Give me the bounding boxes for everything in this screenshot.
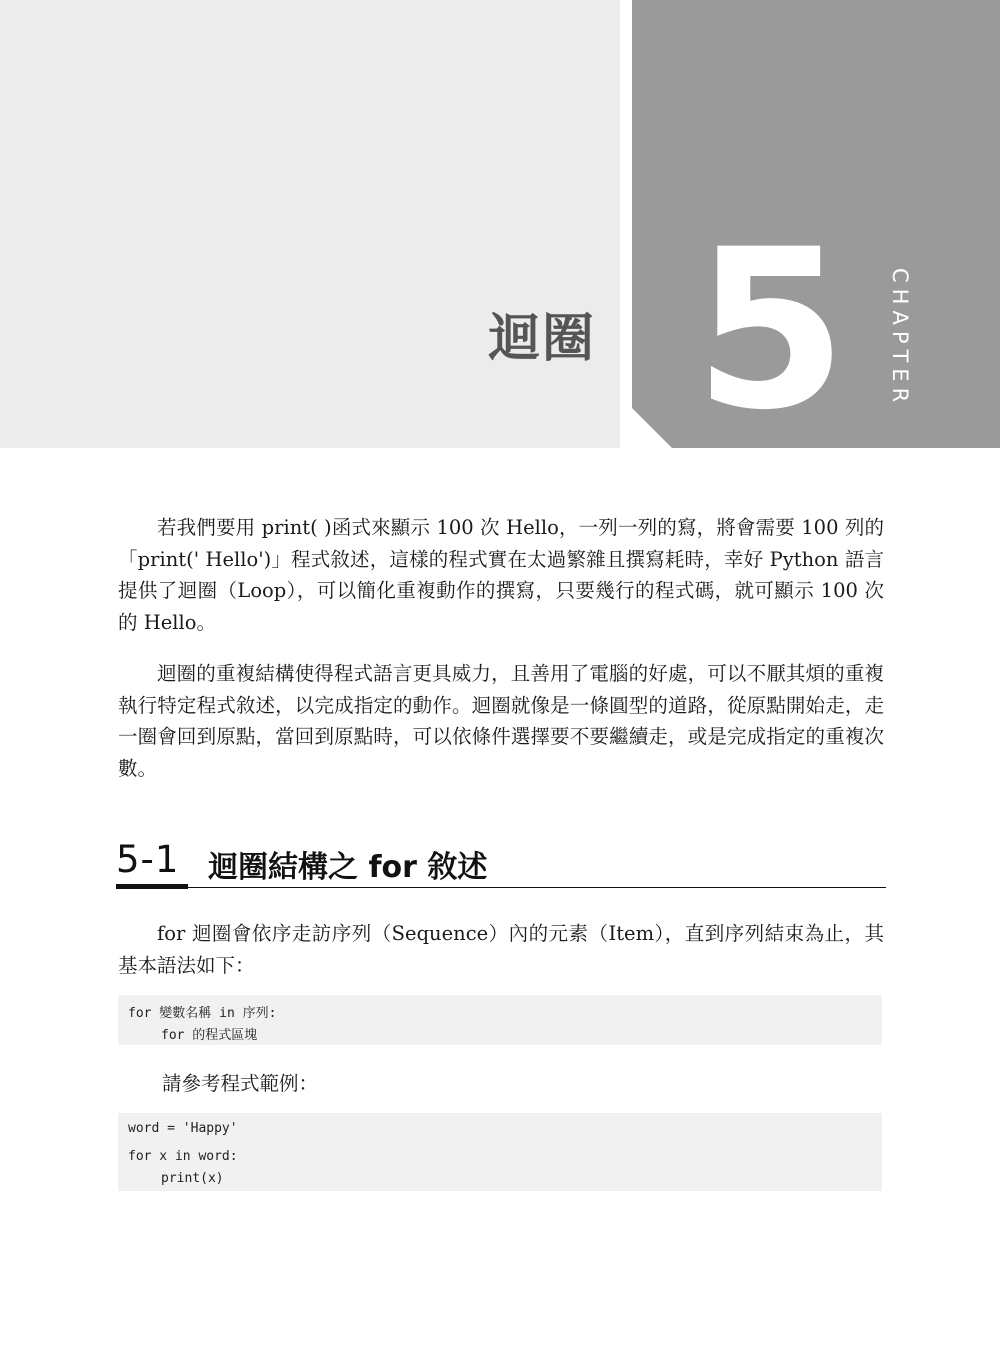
example-code-block (118, 1113, 882, 1191)
section-underline-rule (188, 887, 886, 888)
section-title: 迴圈結構之 for 敘述 (208, 850, 488, 885)
code-line: word = 'Happy' (128, 1121, 238, 1136)
intro-paragraph-2: 迴圈的重複結構使得程式語言更具威力，且善用了電腦的好處，可以不厭其煩的重複執行特定程式敘述，以完成指定的動作。迴圈就像是一條圓型的道路，從原點開始走，走一圈會回到原點，當回到原點時，可以依條件選擇要不要繼續走，或是完成指定的重複次數。 (118, 662, 884, 780)
code-line: for 的程式區塊 (161, 1028, 258, 1043)
chapter-title: 迴圈 (488, 308, 597, 369)
section-underline-accent (116, 884, 188, 889)
chapter-label: CHAPTER (888, 268, 912, 409)
section-paragraph: for 迴圈會依序走訪序列（Sequence）內的元素（Item），直到序列結束為止，其基本語法如下： (118, 922, 884, 977)
intro-paragraph-1: 若我們要用 print( )函式來顯示 100 次 Hello，一列一列的寫，將會需要 100 列的「print(' Hello')」程式敘述，這樣的程式實在太過繁雜且撰寫耗時，幸好 Python 語言提供了迴圈（Loop），可以簡化重複動作的撰寫，只要幾行的程式碼，就可顯示 100 次的 Hello。 (118, 516, 884, 634)
chapter-banner-left (0, 0, 620, 448)
section-number: 5-1 (116, 838, 180, 881)
section-heading (116, 838, 886, 892)
code-line: print(x) (161, 1171, 224, 1186)
syntax-code-block (118, 995, 882, 1045)
code-line: for 變數名稱 in 序列: (128, 1006, 277, 1021)
example-intro: 請參考程式範例： (162, 1072, 319, 1095)
chapter-number: 5 (694, 202, 848, 458)
code-line: for x in word: (128, 1149, 238, 1164)
